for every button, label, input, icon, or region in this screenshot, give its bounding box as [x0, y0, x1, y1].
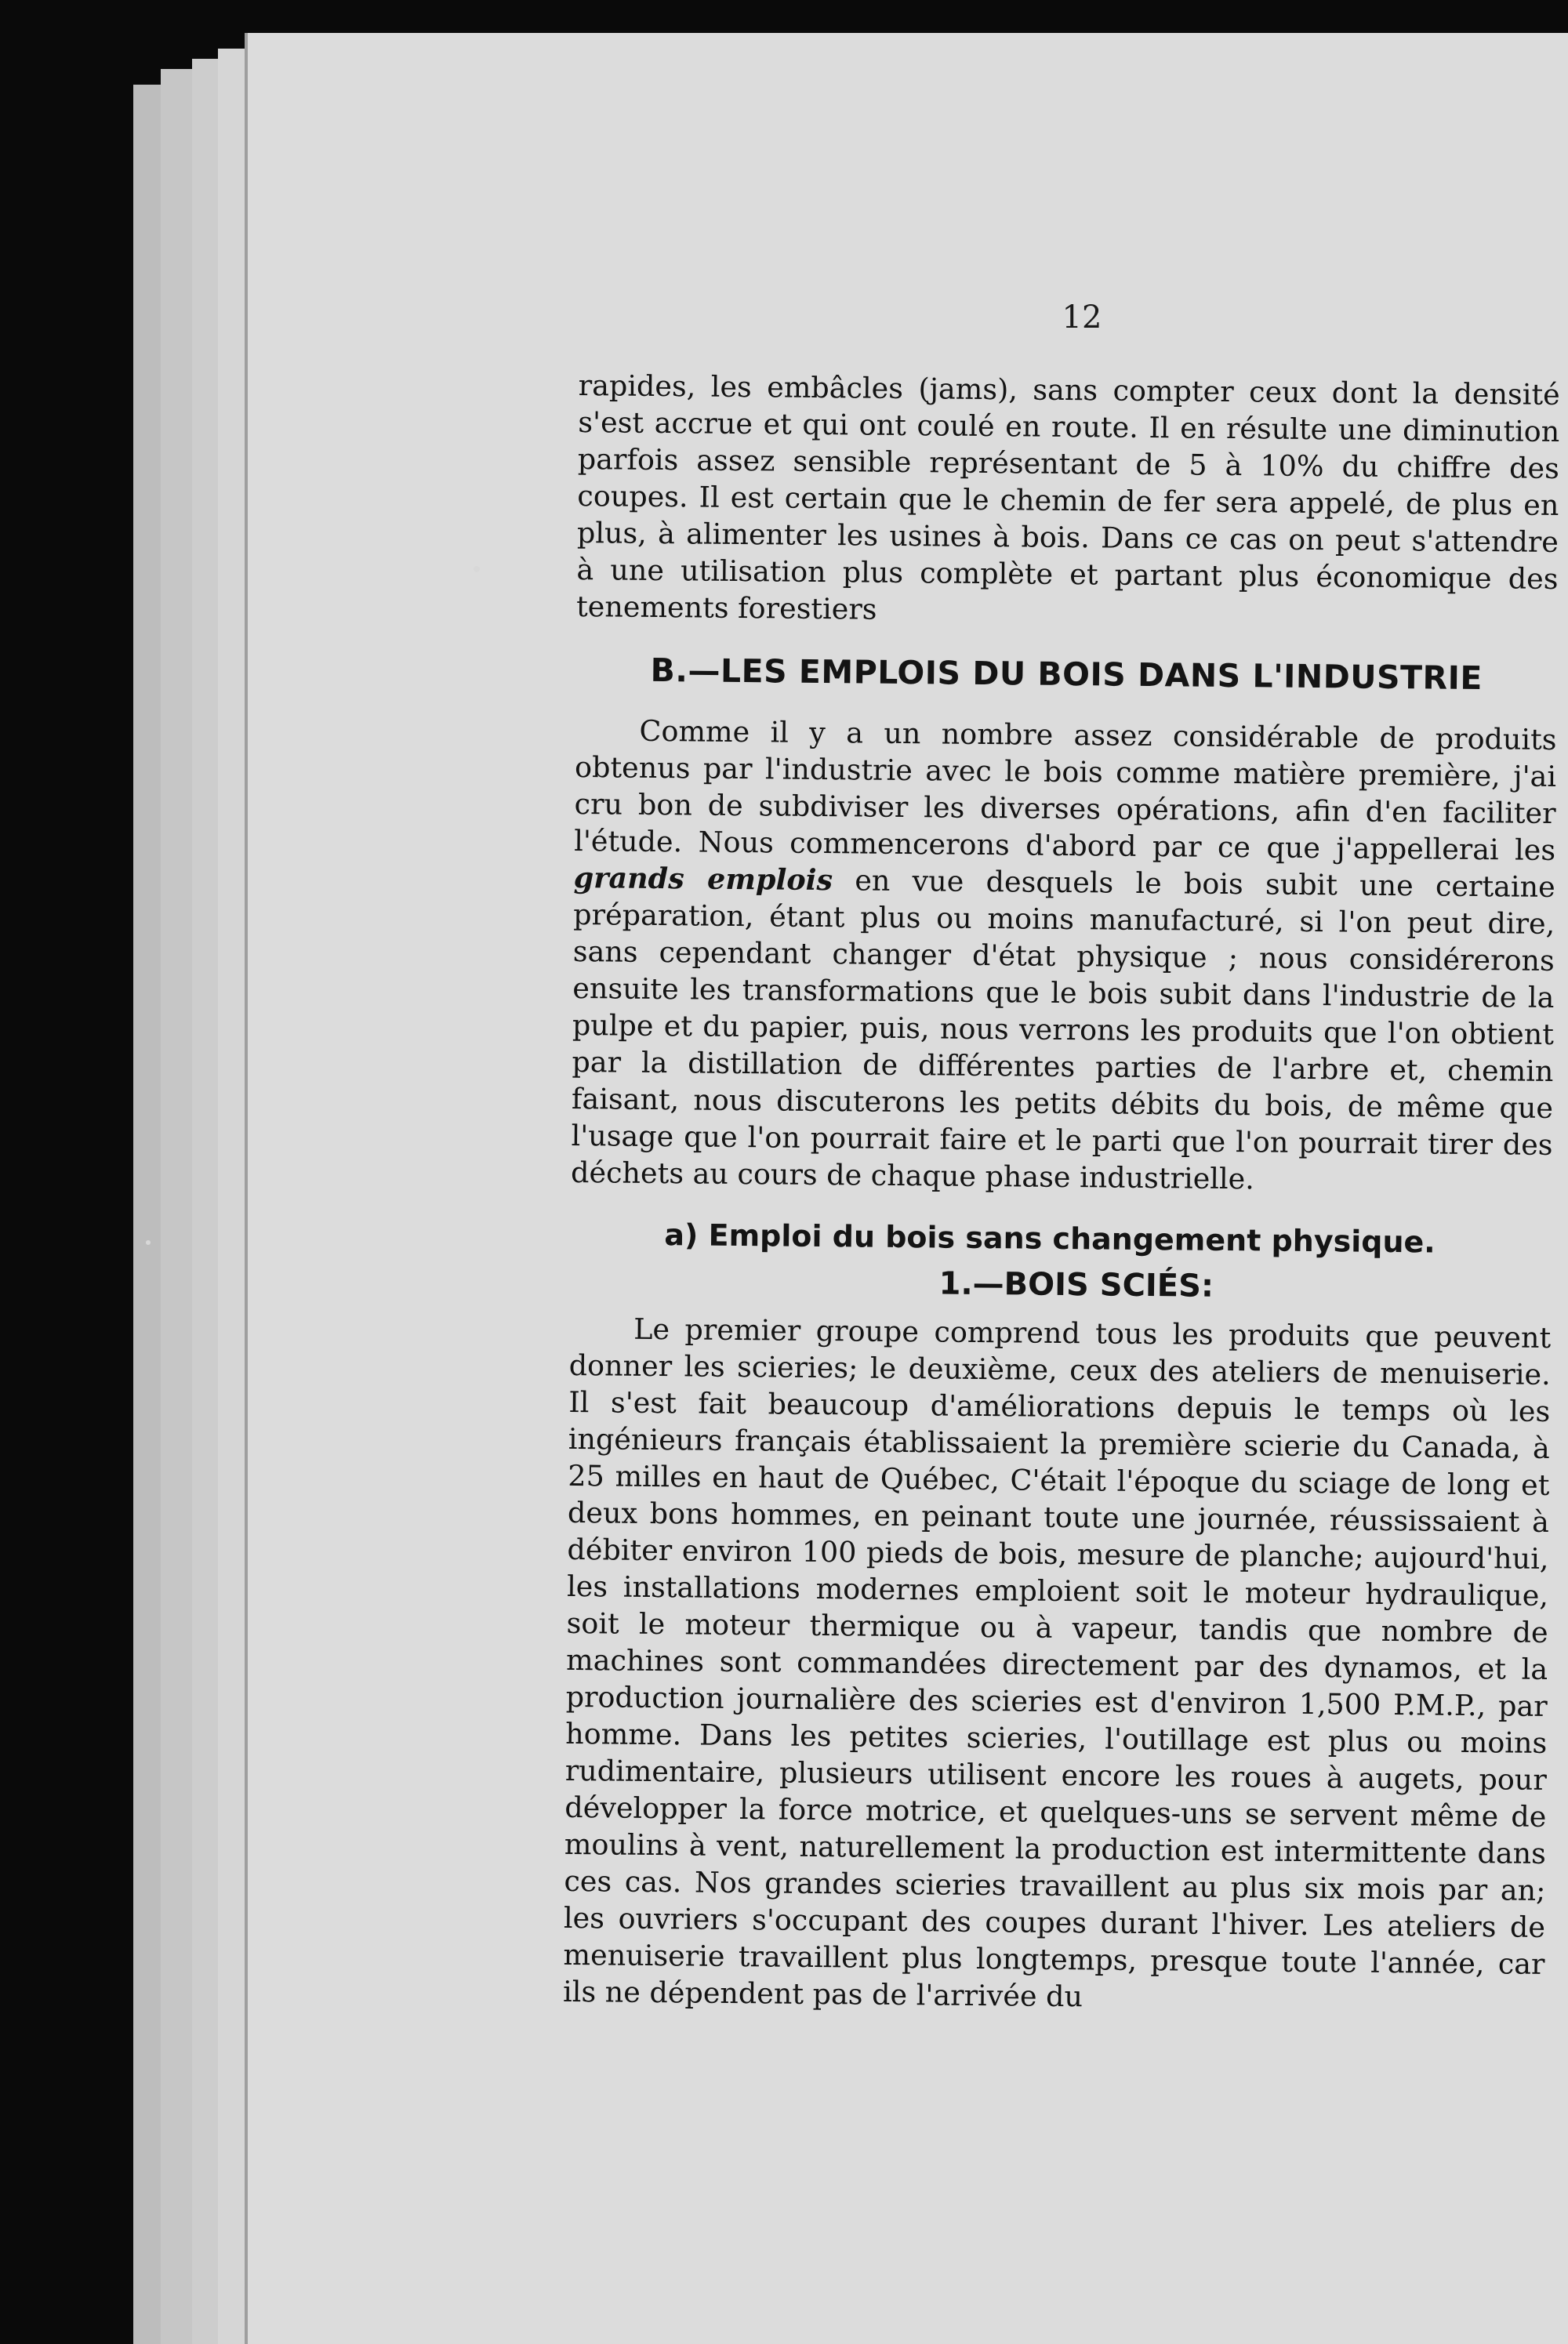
subheading-a: a) Emploi du bois sans changement physique. [664, 1217, 1436, 1260]
scan-speck [474, 566, 480, 572]
paragraph-intro [571, 712, 1557, 1200]
section-heading-b: B.—LES EMPLOIS DU BOIS DANS L'INDUSTRIE [650, 651, 1483, 698]
page-edge [245, 33, 248, 2344]
paragraph-text: Comme il y a un nombre assez considérable de produits obtenus par l'industrie avec le bois comme matière première, j'ai cru bon de subdiviser les diverses opérations, afin d'en faciliter l'étude. Nous commencerons d'abord par ce que j'appellerai les [573, 713, 1557, 867]
paragraph-continuation: rapides, les embâcles (jams), sans compter ceux dont la densité s'est accrue et qui ont coulé en route. Il en résulte une diminution parfois assez sensible représentant de 5 à 10% du chiffre des coupes. Il est certain que le chemin de fer sera appelé, de plus en plus, à alimenter les usines à bois. Dans ce cas on peut s'attendre à une utilisation plus complète et partant plus économique des tenements forestiers [575, 368, 1560, 626]
paragraph-text: en vue desquels le bois subit une certaine préparation, étant plus ou moins manufacturé, si l'on peut dire, sans cependant changer d'état physique ; nous considérerons ensuite les transformations que le bois subit dans l'industrie de la pulpe et du papier, puis, nous verrons les produits que l'on obtient par la distillation de différentes parties de l'arbre et, chemin faisant, nous discuterons les petits débits du bois, de même que l'usage que l'on pourrait faire et le parti que l'on pourrait tirer des déchets au cours de chaque phase industrielle. [570, 863, 1555, 1196]
body-text [563, 367, 1560, 2019]
paragraph-scieries: Le premier groupe comprend tous les produits que peuvent donner les scieries; le deuxième, ceux des ateliers de menuiserie. Il s'est fait beaucoup d'améliorations depuis le temps où les ingénieurs français établissaient la première scierie du Canada, à 25 milles en haut de Québec, C'était l'époque du sciage de long et deux bons hommes, en peinant toute une journée, réussissaient à débiter environ 100 pieds de bois, mesure de planche; aujourd'hui, les installations modernes emploient soit le moteur hydraulique, soit le moteur thermique ou à vapeur, tandis que nombre de machines sont commandées directement par des dynamos, et la production journalière des scieries est d'environ 1,500 P.M.P., par homme. Dans les petites scieries, l'outillage est plus ou moins rudimentaire, plusieurs utilisent encore les roues à augets, pour développer la force motrice, et quelques-uns se servent même de moulins à vent, naturellement la production est intermittente dans ces cas. Nos grandes scieries travaillent au plus six mois par an; les ouvriers s'occupant des coupes durant l'hiver. Les ateliers de menuiserie travaillent plus longtemps, presque toute l'année, car ils ne dépendent pas de l'arrivée du [562, 1312, 1552, 2014]
subheading-bois-scies: 1.—BOIS SCIÉS: [938, 1265, 1214, 1304]
scan-speck [146, 1240, 151, 1245]
emphasis-text: grands emplois [573, 860, 833, 898]
page-number: 12 [1062, 299, 1102, 336]
